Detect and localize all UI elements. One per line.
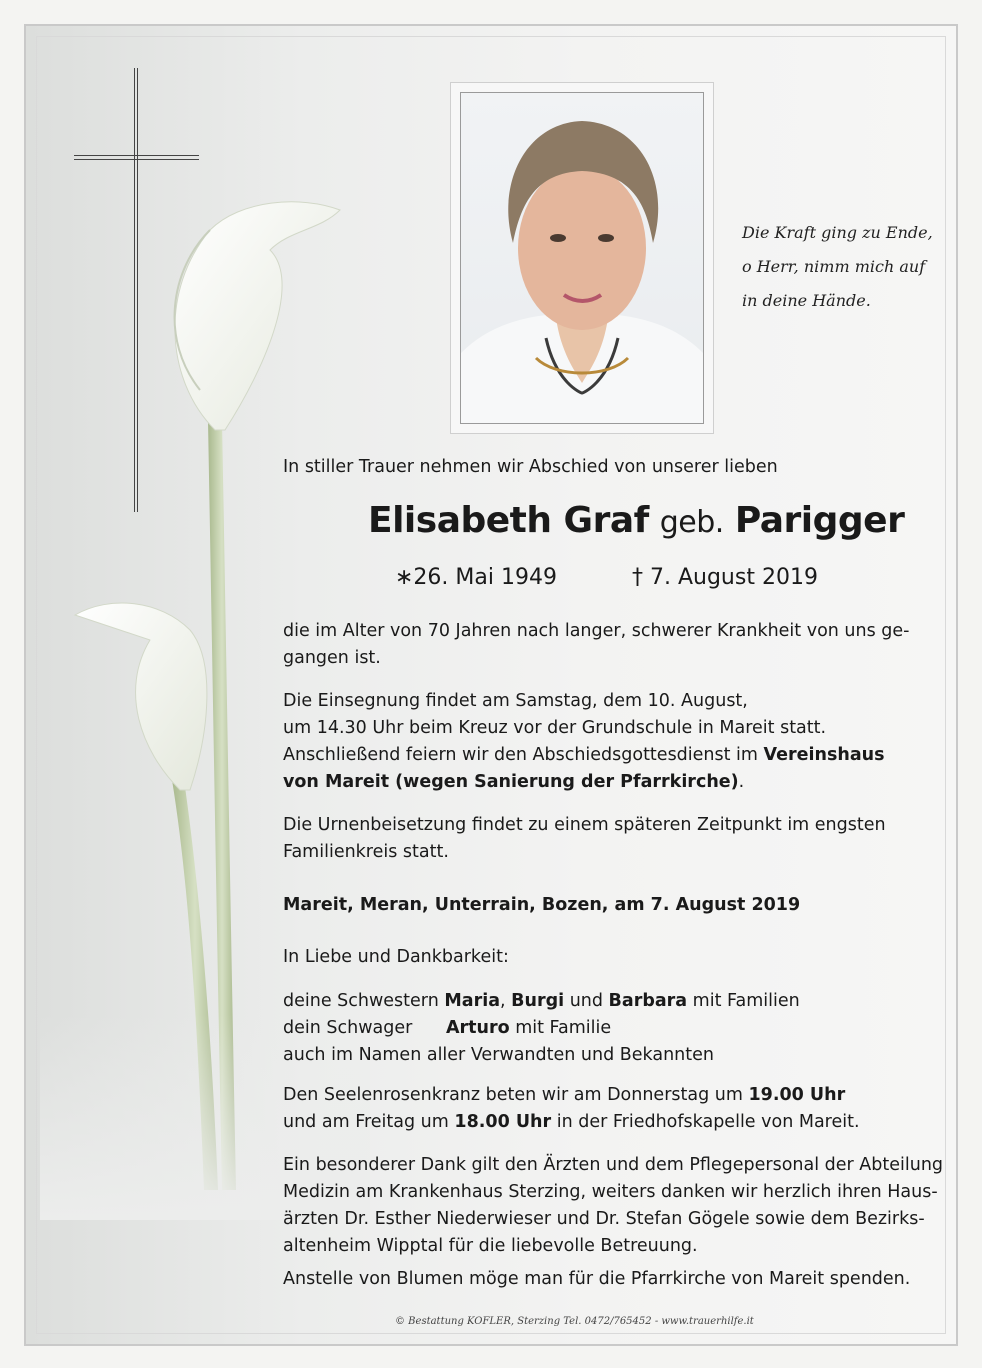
family-name: Burgi xyxy=(511,991,565,1011)
text-line xyxy=(283,1082,923,1109)
footer-credit: © Bestattung KOFLER, Sterzing Tel. 0472/765452 - www.trauerhilfe.it xyxy=(395,1316,754,1327)
text-span: deine Schwestern xyxy=(283,991,445,1011)
quote-line: in deine Hände. xyxy=(742,291,871,310)
paragraph-age xyxy=(283,618,923,672)
text-line: die im Alter von 70 Jahren nach langer, schwerer Krankheit von uns ge- xyxy=(283,621,910,641)
family-name: Barbara xyxy=(608,991,688,1011)
love-line: In Liebe und Dankbarkeit: xyxy=(283,947,509,967)
venue-bold: Vereinshaus xyxy=(763,745,885,765)
text-line xyxy=(283,1109,923,1136)
text-span: . xyxy=(738,772,745,792)
name-first: Elisabeth Graf xyxy=(368,500,649,541)
text-span: dein Schwager xyxy=(283,1018,413,1038)
time-bold: 18.00 Uhr xyxy=(454,1112,552,1132)
text-line xyxy=(283,769,923,796)
text-line: Die Urnenbeisetzung findet zu einem späteren Zeitpunkt im engsten xyxy=(283,815,886,835)
text-span: mit Familien xyxy=(687,991,800,1011)
time-bold: 19.00 Uhr xyxy=(748,1085,846,1105)
text-span: mit Familie xyxy=(509,1018,612,1038)
family-list xyxy=(283,988,923,1069)
paragraph-rosary xyxy=(283,1082,923,1136)
name-geb: geb. xyxy=(659,505,724,540)
text-span: Anschließend feiern wir den Abschiedsgottesdienst im xyxy=(283,745,764,765)
text-line: Medizin am Krankenhaus Sterzing, weiters danken wir herzlich ihren Haus- xyxy=(283,1182,938,1202)
portrait-photo xyxy=(460,92,704,424)
text-line: um 14.30 Uhr beim Kreuz vor der Grundschule in Mareit statt. xyxy=(283,718,827,738)
text-line xyxy=(283,1015,923,1042)
text-line: Die Einsegnung findet am Samstag, dem 10. August, xyxy=(283,691,748,711)
text-line: Ein besonderer Dank gilt den Ärzten und dem Pflegepersonal der Abteilung xyxy=(283,1155,944,1175)
text-span: und xyxy=(564,991,609,1011)
deceased-name xyxy=(368,500,904,541)
paragraph-ceremony xyxy=(283,688,923,796)
intro-text: In stiller Trauer nehmen wir Abschied von unserer lieben xyxy=(283,457,778,477)
cross-bar xyxy=(74,155,199,160)
text-span: und am Freitag um xyxy=(283,1112,455,1132)
bible-quote xyxy=(742,216,942,318)
portrait-frame xyxy=(450,82,714,434)
place-date: Mareit, Meran, Unterrain, Bozen, am 7. August 2019 xyxy=(283,895,801,915)
birth-date: ∗26. Mai 1949 xyxy=(395,565,557,590)
venue-bold: von Mareit (wegen Sanierung der Pfarrkirche) xyxy=(283,772,739,792)
text-line: ärzten Dr. Esther Niederwieser und Dr. Stefan Gögele sowie dem Bezirks- xyxy=(283,1209,925,1229)
death-date: † 7. August 2019 xyxy=(632,565,818,590)
name-maiden: Parigger xyxy=(734,500,905,541)
family-name: Maria xyxy=(444,991,501,1011)
paragraph-flowers: Anstelle von Blumen möge man für die Pfarrkirche von Mareit spenden. xyxy=(283,1269,911,1289)
text-line xyxy=(283,742,923,769)
text-line: auch im Namen aller Verwandten und Bekannten xyxy=(283,1045,714,1065)
text-span: , xyxy=(500,991,512,1011)
text-line: gangen ist. xyxy=(283,648,381,668)
text-line: altenheim Wipptal für die liebevolle Betreuung. xyxy=(283,1236,698,1256)
paragraph-urn xyxy=(283,812,923,866)
paragraph-thanks xyxy=(283,1152,944,1260)
text-line: Familienkreis statt. xyxy=(283,842,449,862)
text-line xyxy=(283,988,923,1015)
quote-line: o Herr, nimm mich auf xyxy=(742,257,926,276)
text-span: Den Seelenrosenkranz beten wir am Donnerstag um xyxy=(283,1085,749,1105)
quote-line: Die Kraft ging zu Ende, xyxy=(742,223,933,242)
text-span: in der Friedhofskapelle von Mareit. xyxy=(551,1112,860,1132)
family-name: Arturo xyxy=(446,1018,510,1038)
